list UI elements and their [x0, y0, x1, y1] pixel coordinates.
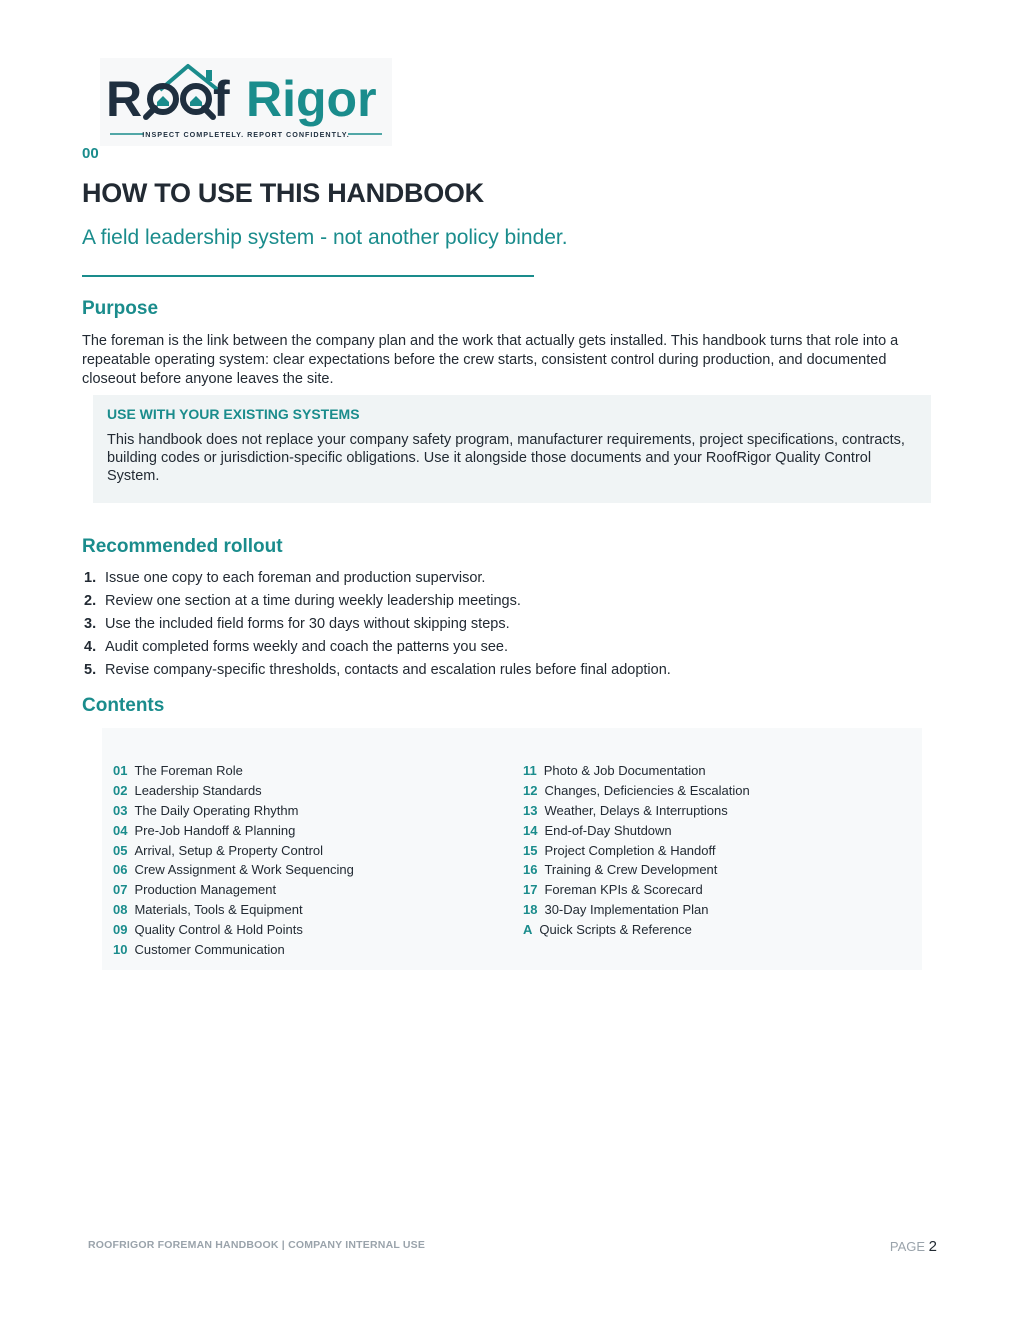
toc-number: 05	[113, 842, 128, 858]
toc-number: 15	[523, 842, 538, 858]
logo-letter-f: f	[213, 71, 230, 127]
toc-title: Project Completion & Handoff	[544, 842, 716, 858]
contents-heading: Contents	[82, 695, 165, 716]
toc-title: 30-Day Implementation Plan	[544, 902, 709, 918]
toc-number: 07	[113, 882, 128, 898]
toc-title: Materials, Tools & Equipment	[134, 902, 303, 918]
logo-letter-r: R	[106, 71, 143, 127]
toc-number: 06	[113, 862, 128, 878]
toc-title: Photo & Job Documentation	[543, 763, 706, 778]
toc-number: 16	[523, 862, 538, 878]
toc-entry[interactable]	[113, 841, 354, 861]
callout-title: USE WITH YOUR EXISTING SYSTEMS	[107, 406, 360, 422]
callout-text: This handbook does not replace your company safety program, manufacturer requirements, project specifications, contracts, building codes or jurisdiction-specific obligations. Use it alongside those documents and your RoofRigor Quality Control System.	[107, 432, 905, 484]
chimney-icon	[206, 70, 212, 81]
toc-number: 11	[523, 763, 537, 778]
toc-number: 04	[113, 822, 128, 838]
step-text: Use the included field forms for 30 days without skipping steps.	[105, 616, 510, 632]
toc-title: Foreman KPIs & Scorecard	[544, 882, 703, 898]
toc-number: 13	[523, 802, 538, 818]
rollout-step	[84, 591, 671, 614]
footer-label: ROOFRIGOR FOREMAN HANDBOOK | COMPANY INTERNAL USE	[88, 1239, 426, 1251]
step-number: 1.	[84, 570, 97, 586]
toc-title: Pre-Job Handoff & Planning	[134, 822, 296, 838]
contents-column-right	[523, 761, 750, 940]
toc-number: A	[523, 922, 533, 938]
logo-tagline: INSPECT COMPLETELY. REPORT CONFIDENTLY.	[142, 130, 350, 139]
step-number: 2.	[84, 593, 97, 609]
rollout-heading: Recommended rollout	[82, 536, 283, 557]
toc-entry[interactable]	[113, 900, 354, 920]
toc-entry[interactable]	[523, 880, 750, 900]
page-title: HOW TO USE THIS HANDBOOK	[82, 178, 484, 208]
toc-number: 12	[523, 782, 538, 798]
step-number: 4.	[84, 639, 97, 655]
toc-entry[interactable]	[523, 781, 750, 801]
title-divider	[82, 275, 534, 277]
contents-column-left	[113, 761, 354, 960]
rollout-step	[84, 614, 671, 637]
logo-word-rigor: Rigor	[246, 71, 377, 127]
page-number: 2	[928, 1238, 937, 1255]
step-number: 5.	[84, 662, 97, 678]
page-label: PAGE	[889, 1239, 926, 1254]
page-subtitle: A field leadership system - not another policy binder.	[82, 226, 568, 249]
toc-title: Production Management	[134, 882, 277, 898]
toc-number: 09	[113, 922, 128, 938]
existing-systems-callout	[93, 395, 931, 503]
toc-title: Crew Assignment & Work Sequencing	[134, 862, 354, 878]
toc-title: Quick Scripts & Reference	[539, 922, 692, 938]
toc-number: 10	[113, 942, 128, 958]
toc-title: The Daily Operating Rhythm	[134, 802, 299, 818]
toc-number: 02	[113, 782, 128, 798]
toc-entry[interactable]	[113, 761, 354, 781]
toc-entry[interactable]	[523, 841, 750, 861]
toc-entry[interactable]	[523, 761, 750, 781]
company-logo	[100, 58, 392, 146]
step-text: Revise company-specific thresholds, contacts and escalation rules before final adoption.	[105, 662, 671, 678]
toc-title: Changes, Deficiencies & Escalation	[544, 782, 750, 798]
toc-entry[interactable]	[113, 920, 354, 940]
toc-title: Weather, Delays & Interruptions	[544, 802, 728, 818]
toc-entry[interactable]	[113, 860, 354, 880]
toc-entry[interactable]	[113, 940, 354, 960]
toc-title: End-of-Day Shutdown	[544, 822, 672, 838]
toc-title: Quality Control & Hold Points	[134, 922, 303, 938]
toc-entry[interactable]	[523, 860, 750, 880]
toc-title: Arrival, Setup & Property Control	[134, 842, 324, 858]
contents-panel	[102, 728, 922, 970]
purpose-text: The foreman is the link between the company plan and the work that actually gets installed. This handbook turns that role into a repeatable operating system: clear expectations before the crew starts, consistent control during production, and documented closeout before anyone leaves the site.	[82, 333, 899, 387]
step-text: Audit completed forms weekly and coach the patterns you see.	[105, 639, 508, 655]
rollout-step	[84, 637, 671, 660]
section-number: 00	[82, 145, 99, 162]
toc-entry[interactable]	[113, 880, 354, 900]
magnifier-o-right-icon	[183, 86, 213, 117]
logo-graphic	[100, 58, 392, 146]
step-number: 3.	[84, 616, 97, 632]
toc-entry[interactable]	[113, 781, 354, 801]
rollout-step	[84, 568, 671, 591]
toc-number: 17	[523, 882, 538, 898]
rollout-step	[84, 660, 671, 683]
toc-title: Customer Communication	[134, 942, 285, 958]
toc-entry[interactable]	[523, 920, 750, 940]
toc-entry[interactable]	[113, 821, 354, 841]
purpose-heading: Purpose	[82, 298, 159, 319]
toc-number: 14	[523, 822, 538, 838]
toc-entry[interactable]	[523, 821, 750, 841]
toc-number: 03	[113, 802, 128, 818]
toc-title: The Foreman Role	[134, 763, 243, 778]
step-text: Review one section at a time during weekly leadership meetings.	[105, 593, 521, 609]
toc-number: 18	[523, 902, 538, 918]
toc-entry[interactable]	[523, 900, 750, 920]
toc-title: Leadership Standards	[134, 782, 262, 798]
toc-entry[interactable]	[523, 801, 750, 821]
step-text: Issue one copy to each foreman and production supervisor.	[105, 570, 486, 586]
toc-number: 01	[113, 763, 128, 778]
rollout-steps	[84, 568, 671, 683]
toc-number: 08	[113, 902, 128, 918]
toc-entry[interactable]	[113, 801, 354, 821]
page-indicator	[890, 1238, 937, 1255]
toc-title: Training & Crew Development	[544, 862, 718, 878]
